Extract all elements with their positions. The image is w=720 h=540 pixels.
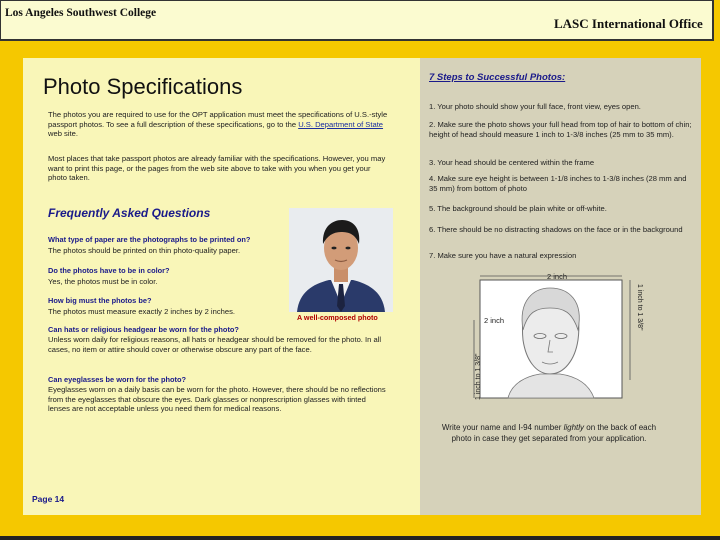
- header-bar: [0, 0, 714, 41]
- diagram-left-label: 1 inch to 1 3/8": [475, 353, 482, 400]
- note-text-end: on the back of each photo in case they get separated from your application.: [451, 423, 657, 443]
- bottom-border: [0, 536, 720, 540]
- faq-question-2: Do the photos have to be in color?: [48, 266, 170, 275]
- faq-title: Frequently Asked Questions: [48, 206, 211, 220]
- step-3: 3. Your head should be centered within the frame: [429, 158, 595, 167]
- college-name: Los Angeles Southwest College: [5, 7, 157, 19]
- faq-question-3: How big must the photos be?: [48, 296, 152, 305]
- steps-title: 7 Steps to Successful Photos:: [429, 72, 566, 83]
- page-title: Photo Specifications: [43, 74, 243, 99]
- faq-question-4: Can hats or religious headgear be worn for the photo?: [48, 325, 239, 334]
- faq-answer-2: Yes, the photos must be in color.: [48, 277, 158, 286]
- intro-text: The photos you are required to use for the OPT application must meet the specifications of U.S.-style passport photos. To see a full description of these specifications, go to the: [48, 110, 388, 129]
- faq-question-5: Can eyeglasses be worn for the photo?: [48, 375, 186, 384]
- faq-answer-5: Eyeglasses worn on a daily basis can be worn for the photo. However, there should be no reflections from the eyeglasses that obscure the eyes. Dark glasses or nonprescription glasses with tinted lenses are not acceptable unless you need them for medical reasons.: [48, 385, 386, 414]
- step-1: 1. Your photo should show your full face, front view, eyes open.: [429, 102, 641, 111]
- step-5: 5. The background should be plain white or off-white.: [429, 204, 607, 213]
- faq-question-1: What type of paper are the photographs to be printed on?: [48, 235, 251, 244]
- intro-text-end: web site.: [48, 129, 78, 139]
- photo-caption: A well-composed photo: [297, 313, 378, 322]
- familiar-paragraph: Most places that take passport photos are already familiar with the specifications. However, you may want to print this page, or the pages from the web site above to take with you when you get your photo taken.: [48, 154, 386, 183]
- portrait-photo: [289, 208, 393, 312]
- diagram-top-label: 2 inch: [547, 272, 568, 281]
- photo-size-diagram: [468, 270, 644, 400]
- state-department-link[interactable]: U.S. Department of State: [298, 119, 384, 129]
- step-2: 2. Make sure the photo shows your full head from top of hair to bottom of chin; height of head should measure 1 inch to 1-3/8 inches (25 mm to 35 mm).: [429, 120, 692, 139]
- step-7: 7. Make sure you have a natural expression: [429, 251, 577, 260]
- step-4: 4. Make sure eye height is between 1-1/8 inches to 1-3/8 inches (28 mm and 35 mm) from bottom of photo: [429, 174, 687, 193]
- faq-answer-3: The photos must measure exactly 2 inches by 2 inches.: [48, 307, 235, 316]
- page-number: Page 14: [32, 494, 65, 504]
- office-name: LASC International Office: [554, 16, 703, 31]
- faq-answer-1: The photos should be printed on thin photo-quality paper.: [48, 246, 241, 255]
- intro-paragraph: [48, 110, 388, 139]
- step-6: 6. There should be no distracting shadows on the face or in the background: [429, 225, 683, 234]
- note-emphasis: lightly: [563, 423, 585, 432]
- diagram-right-label: 1 inch to 1 3/8": [636, 284, 643, 331]
- diagram-inner-label: 2 inch: [484, 316, 505, 325]
- faq-answer-4: Unless worn daily for religious reasons, all hats or headgear should be removed for the photo. In all cases, no item or attire should cover or otherwise obscure any part of the face.: [48, 335, 382, 354]
- name-number-note: [437, 422, 661, 444]
- note-text: Write your name and I-94 number: [441, 423, 564, 432]
